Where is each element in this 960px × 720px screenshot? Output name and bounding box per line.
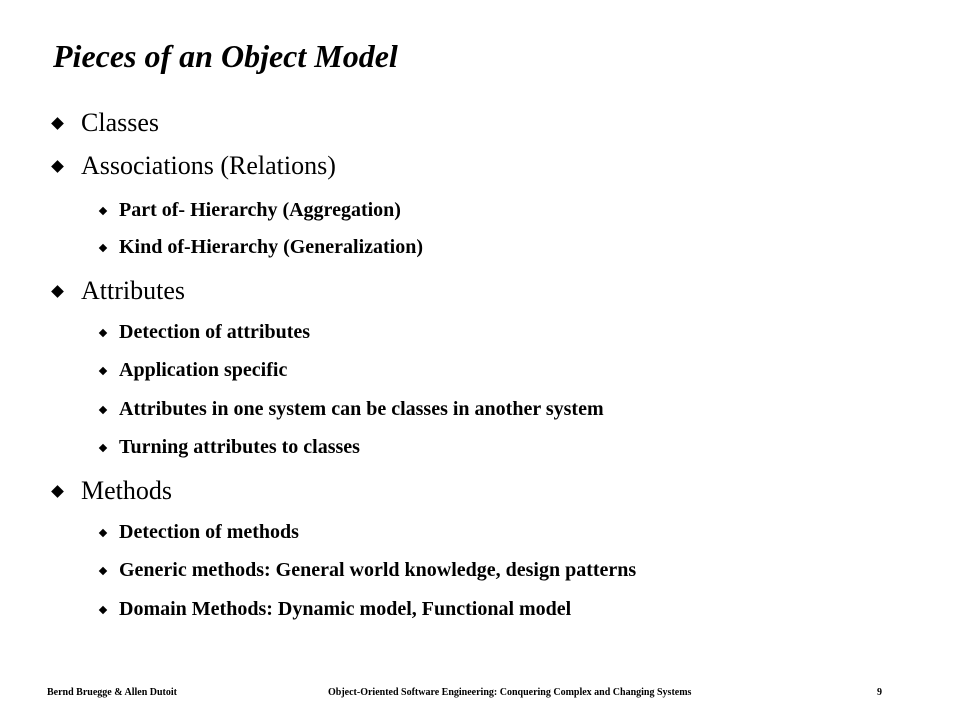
sub-bullet-text: Generic methods: General world knowledge, design patterns — [119, 559, 637, 581]
sub-bullet-item — [98, 598, 571, 621]
small-diamond-bullet-icon — [99, 243, 107, 251]
sub-bullet-text: Turning attributes to classes — [119, 436, 360, 458]
small-diamond-bullet-icon — [99, 206, 107, 214]
diamond-bullet-icon — [51, 117, 64, 130]
sub-bullet-item — [98, 359, 287, 382]
sub-bullet-item — [98, 236, 423, 259]
sub-bullet-text: Attributes in one system can be classes in another system — [119, 398, 604, 420]
bullet-item-associations — [50, 151, 336, 181]
bullet-text: Associations (Relations) — [81, 151, 336, 180]
sub-bullet-text: Kind of-Hierarchy (Generalization) — [119, 236, 424, 258]
footer-book-title: Object-Oriented Software Engineering: Conquering Complex and Changing Systems — [328, 687, 692, 698]
sub-bullet-item — [98, 521, 299, 544]
bullet-item-classes — [50, 108, 159, 138]
sub-bullet-text: Detection of methods — [119, 521, 299, 543]
sub-bullet-item — [98, 199, 401, 222]
bullet-text: Attributes — [81, 276, 185, 305]
small-diamond-bullet-icon — [99, 566, 107, 574]
footer-page-number: 9 — [877, 687, 882, 698]
bullet-item-methods — [50, 476, 172, 506]
sub-bullet-item — [98, 321, 310, 344]
small-diamond-bullet-icon — [99, 528, 107, 536]
small-diamond-bullet-icon — [99, 328, 107, 336]
diamond-bullet-icon — [51, 160, 64, 173]
slide-title: Pieces of an Object Model — [53, 38, 398, 74]
sub-bullet-item — [98, 559, 636, 582]
small-diamond-bullet-icon — [99, 605, 107, 613]
bullet-item-attributes — [50, 276, 185, 306]
diamond-bullet-icon — [51, 485, 64, 498]
bullet-text: Methods — [81, 476, 172, 505]
sub-bullet-item — [98, 398, 604, 421]
sub-bullet-text: Domain Methods: Dynamic model, Functional model — [119, 598, 572, 620]
footer-authors: Bernd Bruegge & Allen Dutoit — [47, 687, 177, 698]
bullet-text: Classes — [81, 108, 159, 137]
sub-bullet-item — [98, 436, 360, 459]
small-diamond-bullet-icon — [99, 405, 107, 413]
small-diamond-bullet-icon — [99, 443, 107, 451]
sub-bullet-text: Application specific — [119, 359, 288, 381]
sub-bullet-text: Detection of attributes — [119, 321, 311, 343]
sub-bullet-text: Part of- Hierarchy (Aggregation) — [119, 199, 401, 221]
small-diamond-bullet-icon — [99, 366, 107, 374]
diamond-bullet-icon — [51, 285, 64, 298]
